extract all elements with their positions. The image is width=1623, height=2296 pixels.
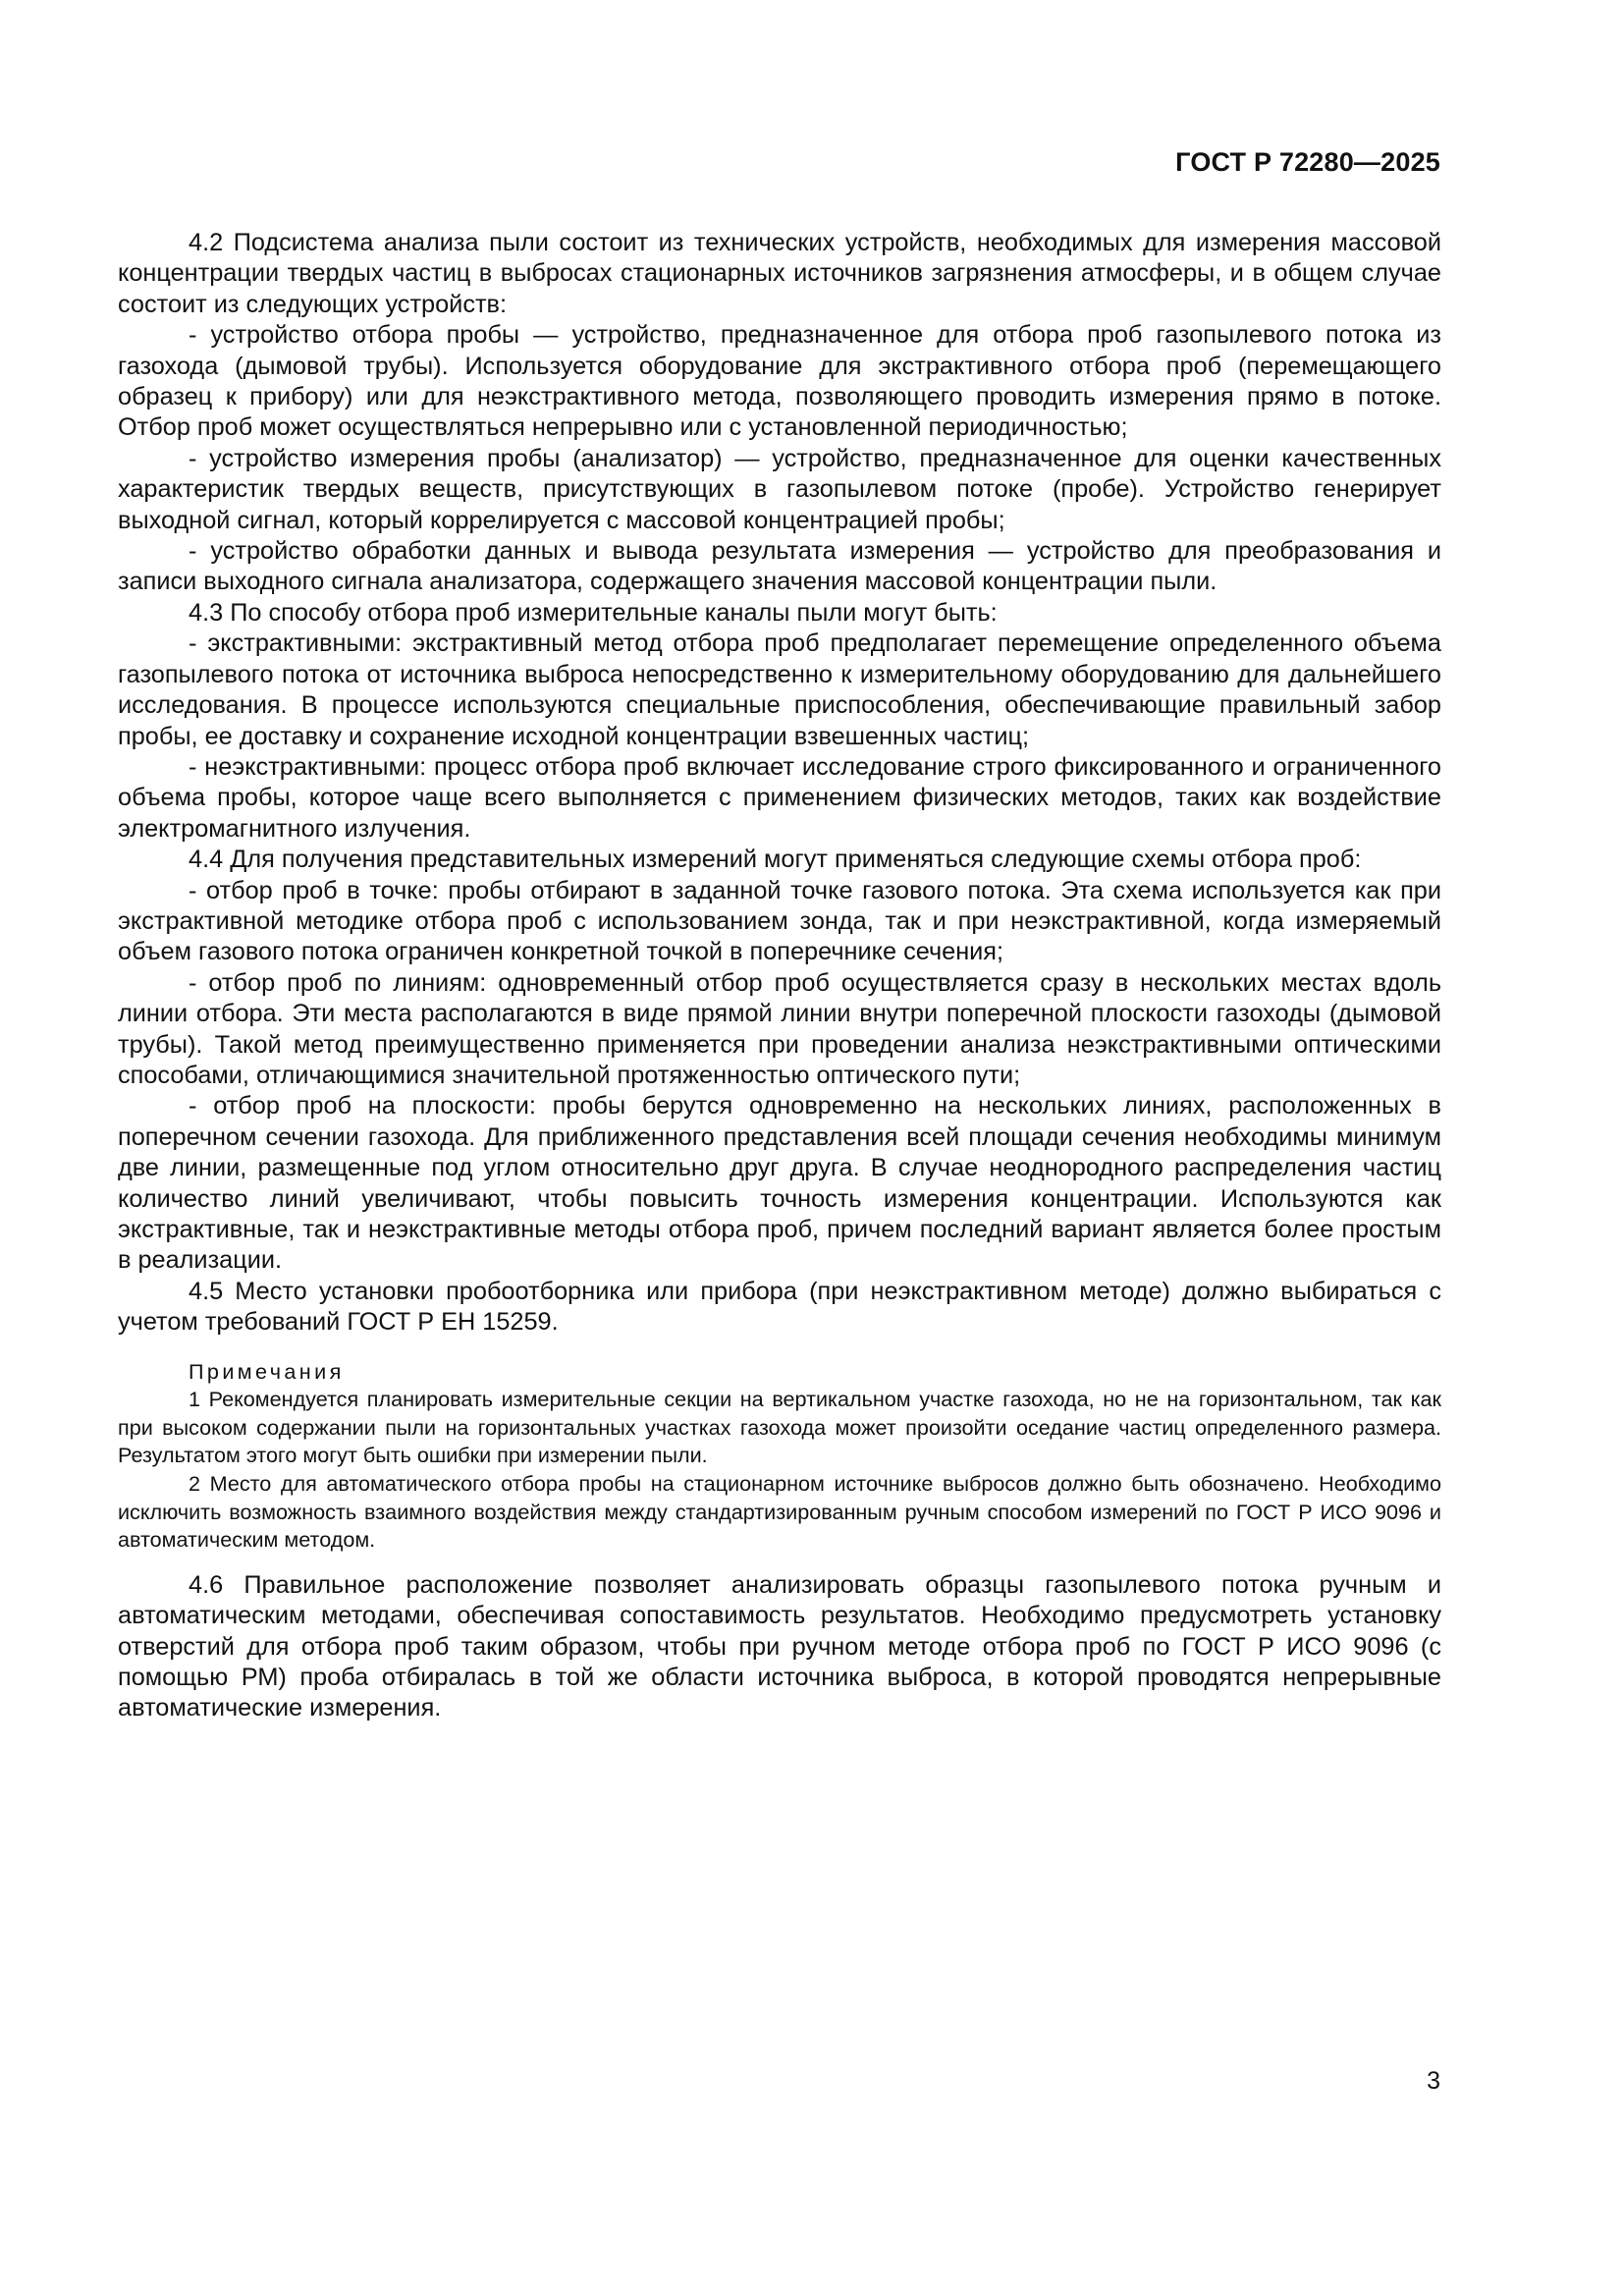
list-item-sampling-device: - устройство отбора пробы — устройство, предназначенное для отбора проб газопылевого потока из газохода (дымовой трубы). Используется оборудование для экстрактивного отбора проб (перемещающего образец к прибору) или для неэкстрактивного метода, позволяющего проводить измерения прямо в потоке. Отбор проб может осуществляться непрерывно или с установленной периодичностью; [118, 321, 1441, 442]
paragraph-4-4: 4.4 Для получения представительных измерений могут применяться следующие схемы отбора проб: [189, 846, 1362, 874]
list-item-plane-sampling: - отбор проб на плоскости: пробы берутся одновременно на нескольких линиях, расположенных в поперечном сечении газохода. Для приближенного представления всей площади сечения необходимы минимум две линии, размещенные под углом относительно друг друга. В случае неоднородного распределения частиц количество линий увеличивают, чтобы повысить точность измерения концентрации. Используются как экстрактивные, так и неэкстрактивные методы отбора проб, причем последний вариант является более простым в реализации. [118, 1092, 1441, 1275]
list-item-analyzer: - устройство измерения пробы (анализатор) — устройство, предназначенное для оценки качественных характеристик твердых веществ, присутствующих в газопылевом потоке (пробе). Устройство генерирует выходной сигнал, который коррелируется с массовой концентрацией пробы; [118, 444, 1441, 534]
list-item-non-extractive: - неэкстрактивными: процесс отбора проб включает исследование строго фиксированного и ограниченного объема пробы, которое чаще всего выполняется с применением физических методов, таких как воздействие электромагнитного излучения. [118, 752, 1441, 843]
list-item-extractive: - экстрактивными: экстрактивный метод отбора проб предполагает перемещение определенного объема газопылевого потока от источника выброса непосредственно к измерительному оборудованию для дальнейшего исследования. В процессе используются специальные приспособления, обеспечивающие правильный забор пробы, ее доставку и сохранение исходной концентрации взвешенных частиц; [118, 629, 1441, 750]
document-code-header: ГОСТ Р 72280—2025 [1175, 147, 1440, 177]
list-item-line-sampling: - отбор проб по линиям: одновременный отбор проб осуществляется сразу в нескольких местах вдоль линии отбора. Эти места располагаются в виде прямой линии внутри поперечной плоскости газоходы (дымовой трубы). Такой метод преимущественно применяется при проведении анализа неэкстрактивными оптическими способами, отличающимися значительной протяженностью оптического пути; [118, 968, 1441, 1089]
after-notes-section [118, 1570, 1441, 1724]
notes-section [118, 1358, 1441, 1555]
paragraph-4-6: 4.6 Правильное расположение позволяет анализировать образцы газопылевого потока ручным и автоматическим методами, обеспечивая сопоставимость результатов. Необходимо предусмотреть установку отверстий для отбора проб таким образом, чтобы при ручном методе отбора проб по ГОСТ Р ИСО 9096 (с помощью РМ) проба отбиралась в той же области источника выброса, в которой проводятся непрерывные автоматические измерения. [118, 1570, 1441, 1722]
paragraph-4-3: 4.3 По способу отбора проб измерительные каналы пыли могут быть: [189, 598, 998, 627]
paragraph-4-2: 4.2 Подсистема анализа пыли состоит из технических устройств, необходимых для измерения массовой концентрации твердых частиц в выбросах стационарных источников загрязнения атмосферы, и в общем случае состоит из следующих устройств: [118, 229, 1441, 318]
list-item-data-processing: - устройство обработки данных и вывода результата измерения — устройство для преобразования и записи выходного сигнала анализатора, содержащего значения массовой концентрации пыли. [118, 537, 1441, 596]
notes-title: Примечания [189, 1358, 345, 1384]
note-2: 2 Место для автоматического отбора пробы на стационарном источнике выбросов должно быть обозначено. Необходимо исключить возможность взаимного воздействия между стандартизированным ручным способом измерений по ГОСТ Р ИСО 9096 и автоматическим методом. [118, 1471, 1441, 1553]
paragraph-4-5: 4.5 Место установки пробоотборника или прибора (при неэкстрактивном методе) должно выбираться с учетом требований ГОСТ Р ЕН 15259. [118, 1277, 1441, 1337]
list-item-point-sampling: - отбор проб в точке: пробы отбирают в заданной точке газового потока. Эта схема используется как при экстрактивной методике отбора проб с использованием зонда, так и при неэкстрактивной, когда измеряемый объем газового потока ограничен конкретной точкой в поперечнике сечения; [118, 876, 1441, 966]
note-1: 1 Рекомендуется планировать измерительные секции на вертикальном участке газохода, но не на горизонтальном, так как при высоком содержании пыли на горизонтальных участках газохода может произойти оседание частиц определенного размера. Результатом этого могут быть ошибки при измерении пыли. [118, 1387, 1441, 1468]
document-body [118, 228, 1441, 1724]
page-number: 3 [1427, 2067, 1440, 2095]
